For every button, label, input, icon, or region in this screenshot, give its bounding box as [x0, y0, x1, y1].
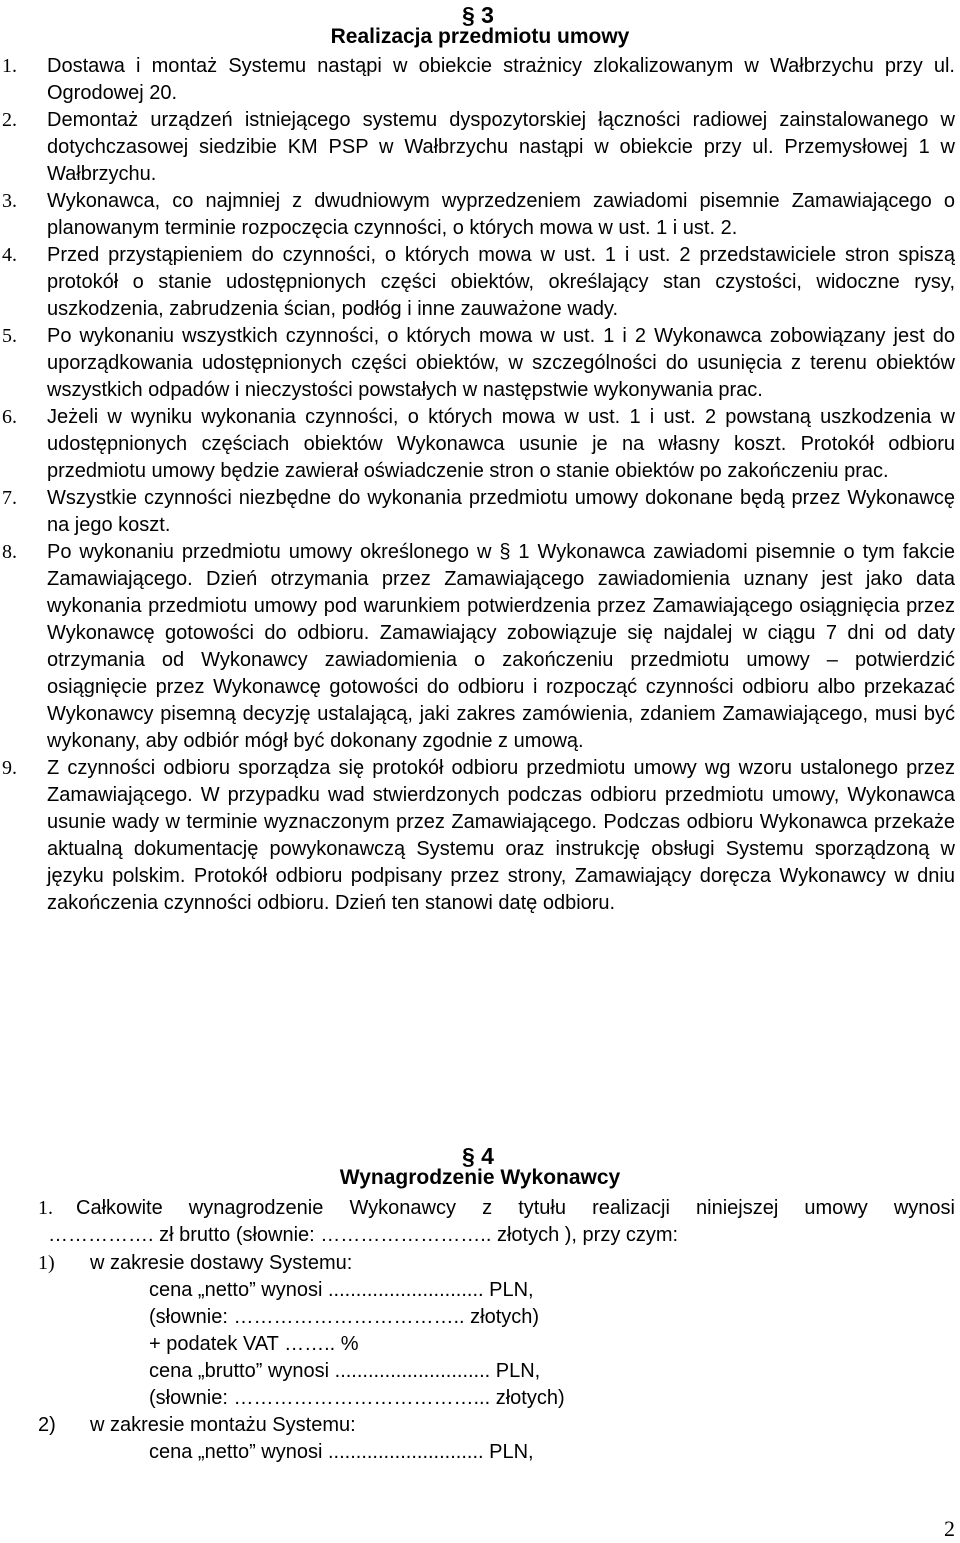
price-line: cena „netto” wynosi ............................ PLN,	[149, 1279, 534, 1301]
item-text-continuation: ……………. zł brutto (słownie: …………………….. złotych ), przy czym:	[48, 1224, 679, 1246]
price-line: + podatek VAT …….. %	[149, 1333, 359, 1355]
list-item	[0, 188, 955, 242]
item-text: Demontaż urządzeń istniejącego systemu dyspozytorskiej łączności radiowej zainstalowanego w dotychczasowej siedzibie KM PSP w Wałbrzychu nastąpi w obiekcie przy ul. Przemysłowej 1 w Wałbrzychu.	[47, 109, 955, 185]
item-text: Po wykonaniu wszystkich czynności, o których mowa w ust. 1 i 2 Wykonawca zobowiązany jest do uporządkowania udostępnionych części obiektów, w szczególności do usunięcia z terenu obiektów wszystkich odpadów i nieczystości powstałych w następstwie wykonywania prac.	[47, 325, 955, 401]
list-item	[0, 404, 955, 485]
item-number: 7.	[2, 487, 17, 509]
item-number: 4.	[2, 244, 17, 266]
item-text: Całkowite wynagrodzenie Wykonawcy z tytułu realizacji niniejszej umowy wynosi	[76, 1197, 955, 1219]
item-text: Z czynności odbioru sporządza się protokół odbioru przedmiotu umowy wg wzoru ustalonego przez Zamawiającego. W przypadku wad stwierdzonych podczas odbioru przedmiotu umowy, Wykonawca usunie wady w terminie wyznaczonym przez Zamawiającego. Podczas odbioru Wykonawca przekaże aktualną dokumentację powykonawczą Systemu oraz instrukcję obsługi Systemu sporządzoną w języku polskim. Protokół odbioru podpisany przez strony, Zamawiający doręcza Wykonawcy w dniu zakończenia czynności odbioru. Dzień ten stanowi datę odbioru.	[47, 757, 955, 914]
price-line: (słownie: …………………………….. złotych)	[149, 1306, 540, 1328]
list-item	[0, 755, 955, 917]
section-3-sign: § 3	[462, 2, 494, 28]
price-line: cena „netto” wynosi ............................ PLN,	[149, 1441, 534, 1463]
list-item	[0, 53, 955, 107]
sub-item-number: 1)	[38, 1252, 55, 1274]
section-3-title: Realizacja przedmiotu umowy	[330, 25, 630, 48]
price-line: cena „brutto” wynosi ............................ PLN,	[149, 1360, 541, 1382]
price-line: (słownie: ………………………………... złotych)	[149, 1387, 565, 1409]
sub-item-label: w zakresie dostawy Systemu:	[90, 1252, 353, 1274]
item-text: Dostawa i montaż Systemu nastąpi w obiekcie strażnicy zlokalizowanym w Wałbrzychu przy ul. Ogrodowej 20.	[47, 55, 955, 104]
item-text: Jeżeli w wyniku wykonania czynności, o których mowa w ust. 1 i ust. 2 powstaną uszkodzenia w udostępnionych częściach obiektów Wykonawca usunie je na własny koszt. Protokół odbioru przedmiotu umowy będzie zawierał oświadczenie stron o stanie obiektów po zakończeniu prac.	[47, 406, 955, 482]
item-text: Przed przystąpieniem do czynności, o których mowa w ust. 1 i ust. 2 przedstawiciele stron spiszą protokół o stanie udostępnionych części obiektów, określający stan czystości, widoczne rysy, uszkodzenia, zabrudzenia ścian, podłóg i inne zauważone wady.	[47, 244, 955, 320]
item-number: 5.	[2, 325, 17, 347]
item-number: 3.	[2, 190, 17, 212]
sub-item-label: w zakresie montażu Systemu:	[90, 1414, 356, 1436]
list-item	[0, 485, 955, 539]
list-item	[0, 107, 955, 188]
item-text: Po wykonaniu przedmiotu umowy określonego w § 1 Wykonawca zawiadomi pisemnie o tym fakcie Zamawiającego. Dzień otrzymania przez Zamawiającego zawiadomienia uznany jest jako data wykonania przedmiotu umowy pod warunkiem potwierdzenia przez Zamawiającego osiągnięcia przez Wykonawcę gotowości do odbioru. Zamawiający zobowiązuje się najdalej w ciągu 7 dni od daty otrzymania od Wykonawcy zawiadomienia o zakończeniu przedmiotu umowy – potwierdzić osiągnięcie przez Wykonawcę gotowości do odbioru i rozpocząć czynności odbioru albo przekazać Wykonawcy pisemną decyzję ustalającą, jaki zakres zamówienia, zdaniem Zamawiającego, musi być wykonany, aby odbiór mógł być dokonany zgodnie z umową.	[47, 541, 955, 752]
item-number: 6.	[2, 406, 17, 428]
item-number: 8.	[2, 541, 17, 563]
item-text: Wszystkie czynności niezbędne do wykonania przedmiotu umowy dokonane będą przez Wykonawcę na jego koszt.	[47, 487, 955, 536]
page-number: 2	[944, 1516, 955, 1541]
sub-item-number: 2)	[38, 1414, 56, 1436]
list-item	[0, 323, 955, 404]
item-number: 1.	[38, 1197, 53, 1219]
item-text: Wykonawca, co najmniej z dwudniowym wyprzedzeniem zawiadomi pisemnie Zamawiającego o planowanym terminie rozpoczęcia czynności, o których mowa w ust. 1 i ust. 2.	[47, 190, 955, 239]
item-number: 9.	[2, 757, 17, 779]
section-3-list	[0, 53, 955, 917]
item-number: 2.	[2, 109, 17, 131]
list-item	[0, 539, 955, 755]
item-number: 1.	[2, 55, 17, 77]
section-4-title: Wynagrodzenie Wykonawcy	[339, 1166, 621, 1189]
list-item	[0, 242, 955, 323]
section-4-sign: § 4	[462, 1143, 494, 1169]
